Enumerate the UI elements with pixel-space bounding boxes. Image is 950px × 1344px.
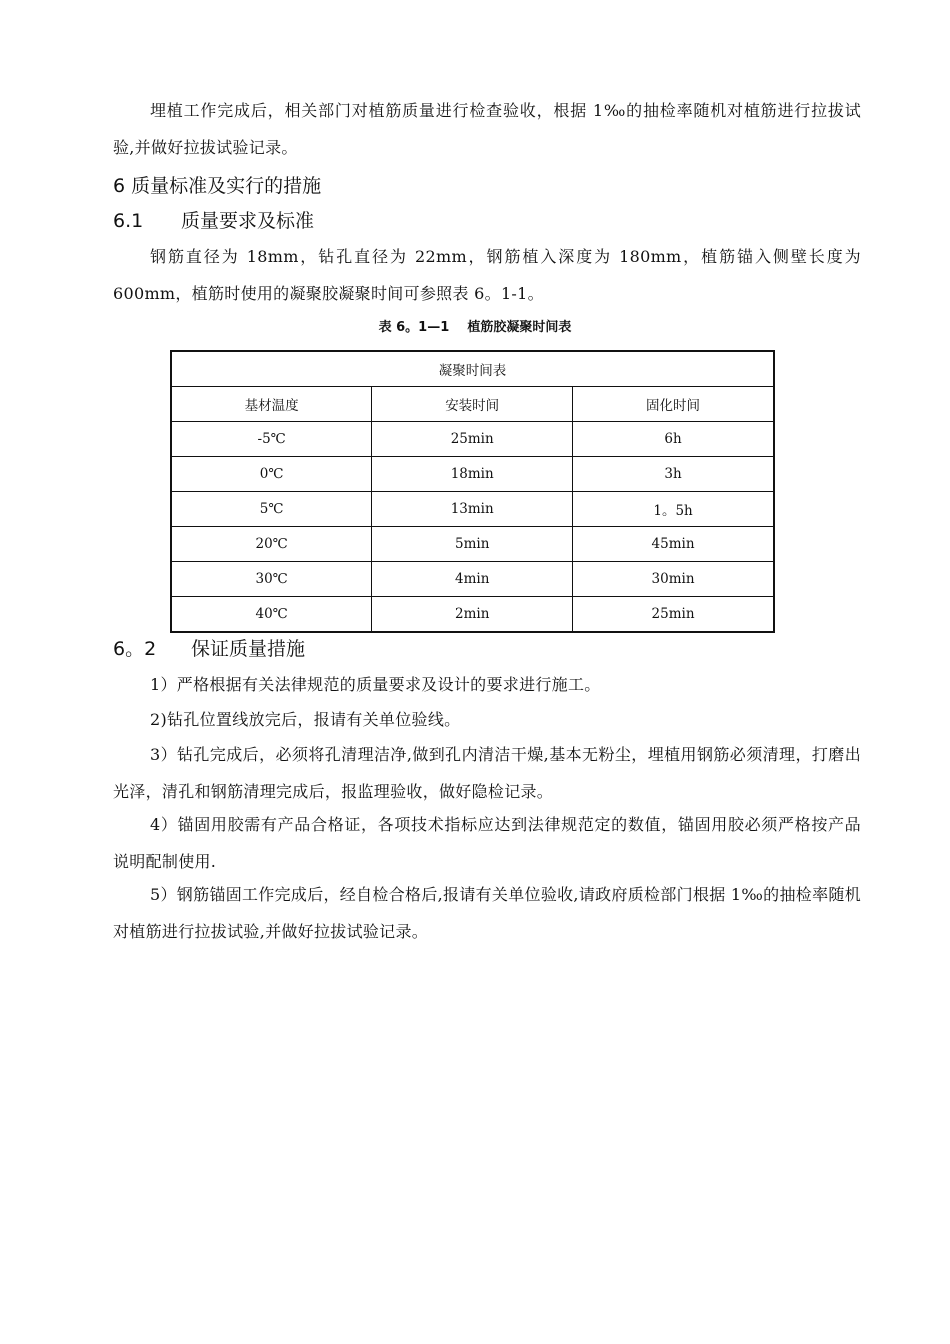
table-row <box>171 457 774 492</box>
table-header-row <box>171 387 774 422</box>
table-row <box>171 422 774 457</box>
cell-install-time: 2min <box>372 597 573 633</box>
measure-item-4: 4）锚固用胶需有产品合格证，各项技术指标应达到法律规范定的数值，锚固用胶必须严格按产品说明配制使用. <box>113 815 861 871</box>
cell-temperature: 5℃ <box>171 492 372 527</box>
table-row <box>171 527 774 562</box>
section-6-1-paragraph: 钢筋直径为 18mm，钻孔直径为 22mm，钢筋植入深度为 180mm，植筋锚入侧壁长度为 600mm，植筋时使用的凝聚胶凝聚时间可参照表 6。1-1。 <box>113 247 861 303</box>
section-6-2-heading <box>113 637 305 661</box>
table-caption-number: 表 6。1—1 <box>378 320 450 335</box>
cell-cure-time: 6h <box>573 422 774 457</box>
cell-install-time: 4min <box>372 562 573 597</box>
cell-install-time: 13min <box>372 492 573 527</box>
cell-cure-time: 3h <box>573 457 774 492</box>
cell-install-time: 5min <box>372 527 573 562</box>
cell-install-time: 18min <box>372 457 573 492</box>
measure-item-5: 5）钢筋锚固工作完成后，经自检合格后,报请有关单位验收,请政府质检部门根据 1‰的抽检率随机对植筋进行拉拔试验,并做好拉拔试验记录。 <box>113 885 861 941</box>
measure-item-3: 3）钻孔完成后，必须将孔清理洁净,做到孔内清洁干燥,基本无粉尘，埋植用钢筋必须清理，打磨出光泽，清孔和钢筋清理完成后，报监理验收，做好隐检记录。 <box>113 745 861 801</box>
header-cure-time: 固化时间 <box>573 387 774 422</box>
table-caption <box>0 319 950 337</box>
measure-item-1: 1）严格根据有关法律规范的质量要求及设计的要求进行施工。 <box>150 675 601 694</box>
table-row <box>171 562 774 597</box>
header-install-time: 安装时间 <box>372 387 573 422</box>
cell-temperature: 40℃ <box>171 597 372 633</box>
section-6-2-number: 6。2 <box>113 638 157 660</box>
table-row <box>171 597 774 633</box>
section-6-1-number: 6.1 <box>113 210 144 232</box>
cell-cure-time: 25min <box>573 597 774 633</box>
table-caption-title: 植筋胶凝聚时间表 <box>467 320 572 335</box>
cell-temperature: -5℃ <box>171 422 372 457</box>
section-6-1-heading <box>113 209 314 233</box>
cell-temperature: 0℃ <box>171 457 372 492</box>
cell-cure-time: 1。5h <box>573 492 774 527</box>
table-row <box>171 492 774 527</box>
table-title-cell: 凝聚时间表 <box>171 351 774 387</box>
table-title-row <box>171 351 774 387</box>
section-6-2-title: 保证质量措施 <box>191 638 306 660</box>
curing-time-table <box>170 350 775 633</box>
section-6-heading: 6 质量标准及实行的措施 <box>113 175 322 197</box>
header-base-temperature: 基材温度 <box>171 387 372 422</box>
section-6-1-title: 质量要求及标准 <box>181 210 315 232</box>
cell-temperature: 20℃ <box>171 527 372 562</box>
intro-paragraph: 埋植工作完成后，相关部门对植筋质量进行检查验收，根据 1‰的抽检率随机对植筋进行拉拔试验,并做好拉拔试验记录。 <box>113 101 861 157</box>
cell-cure-time: 30min <box>573 562 774 597</box>
cell-temperature: 30℃ <box>171 562 372 597</box>
cell-install-time: 25min <box>372 422 573 457</box>
cell-cure-time: 45min <box>573 527 774 562</box>
measure-item-2: 2)钻孔位置线放完后，报请有关单位验线。 <box>150 710 461 729</box>
